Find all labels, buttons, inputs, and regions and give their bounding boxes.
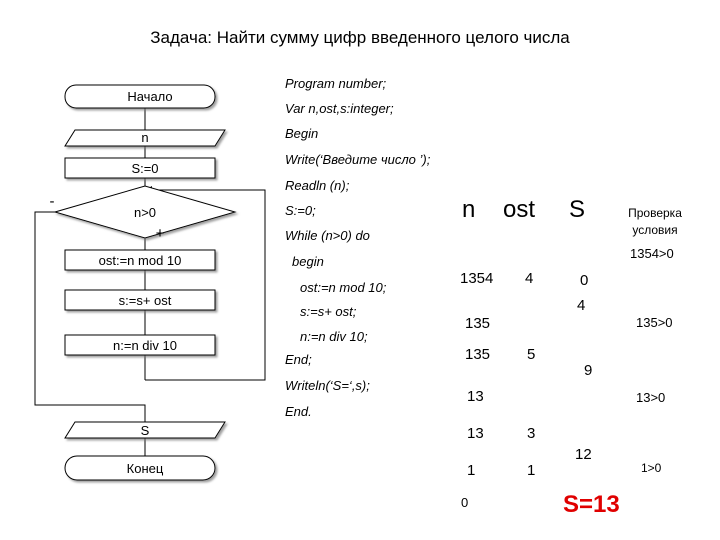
decision-label: n>0 (133, 205, 157, 220)
code-line: End. (285, 404, 312, 419)
trace-n-value: 0 (461, 495, 469, 510)
trace-check-value: 13>0 (636, 390, 666, 405)
code-line: Begin (285, 126, 319, 141)
check-header-line1: Проверка (628, 206, 682, 220)
trace-n-value: 1354 (460, 270, 494, 287)
title-label: Задача (150, 28, 208, 47)
code-line: Write(‘Введите число ’); (285, 152, 431, 167)
trace-n-value: 135 (465, 315, 491, 332)
trace-header-s: S (569, 196, 586, 223)
end-label: Конец (126, 461, 164, 476)
code-line: S:=0; (285, 203, 316, 218)
result-text: S=13 (563, 491, 620, 518)
trace-n-value: 135 (465, 346, 491, 363)
code-line: Program number; (285, 76, 387, 91)
code-line: Var n,ost,s:integer; (285, 101, 394, 116)
trace-header-ost: ost (503, 196, 536, 223)
trace-s-value: 4 (577, 297, 586, 314)
trace-s-value: 12 (575, 446, 592, 463)
trace-check-value: 1354>0 (630, 246, 674, 261)
code-line: End; (285, 352, 312, 367)
trace-ost-value: 1 (527, 462, 536, 479)
code-line: While (n>0) do (285, 228, 370, 243)
trace-s-value: 9 (584, 362, 593, 379)
input-label: n (141, 130, 149, 145)
code-line: Readln (n); (285, 178, 350, 193)
trace-n-value: 13 (467, 425, 484, 442)
trace-ost-value: 5 (527, 346, 536, 363)
code-line: n:=n div 10; (300, 329, 368, 344)
code-line: ost:=n mod 10; (300, 280, 387, 295)
output-label: S (140, 423, 150, 438)
trace-s-value: 0 (580, 272, 589, 289)
code-line: s:=s+ ost; (300, 304, 357, 319)
step2-label: s:=s+ ost (118, 293, 172, 308)
trace-header-check (615, 205, 695, 239)
trace-check-value: 135>0 (636, 315, 673, 330)
trace-n-value: 13 (467, 388, 484, 405)
no-mark: - (49, 193, 55, 210)
code-line: begin (292, 254, 324, 269)
title-text: : Найти сумму цифр введенного целого числа (207, 28, 570, 47)
code-line: Writeln(‘S=‘,s); (285, 378, 370, 393)
trace-check-value: 1>0 (641, 461, 662, 475)
start-label: Начало (127, 89, 173, 104)
check-header-line2: условия (632, 223, 678, 237)
trace-ost-value: 4 (525, 270, 534, 287)
yes-mark: + (155, 225, 165, 242)
trace-header-n: n (462, 196, 476, 223)
step3-label: n:=n div 10 (113, 338, 177, 353)
trace-ost-value: 3 (527, 425, 536, 442)
trace-n-value: 1 (467, 462, 476, 479)
step1-label: ost:=n mod 10 (98, 253, 182, 268)
init-label: S:=0 (131, 161, 159, 176)
